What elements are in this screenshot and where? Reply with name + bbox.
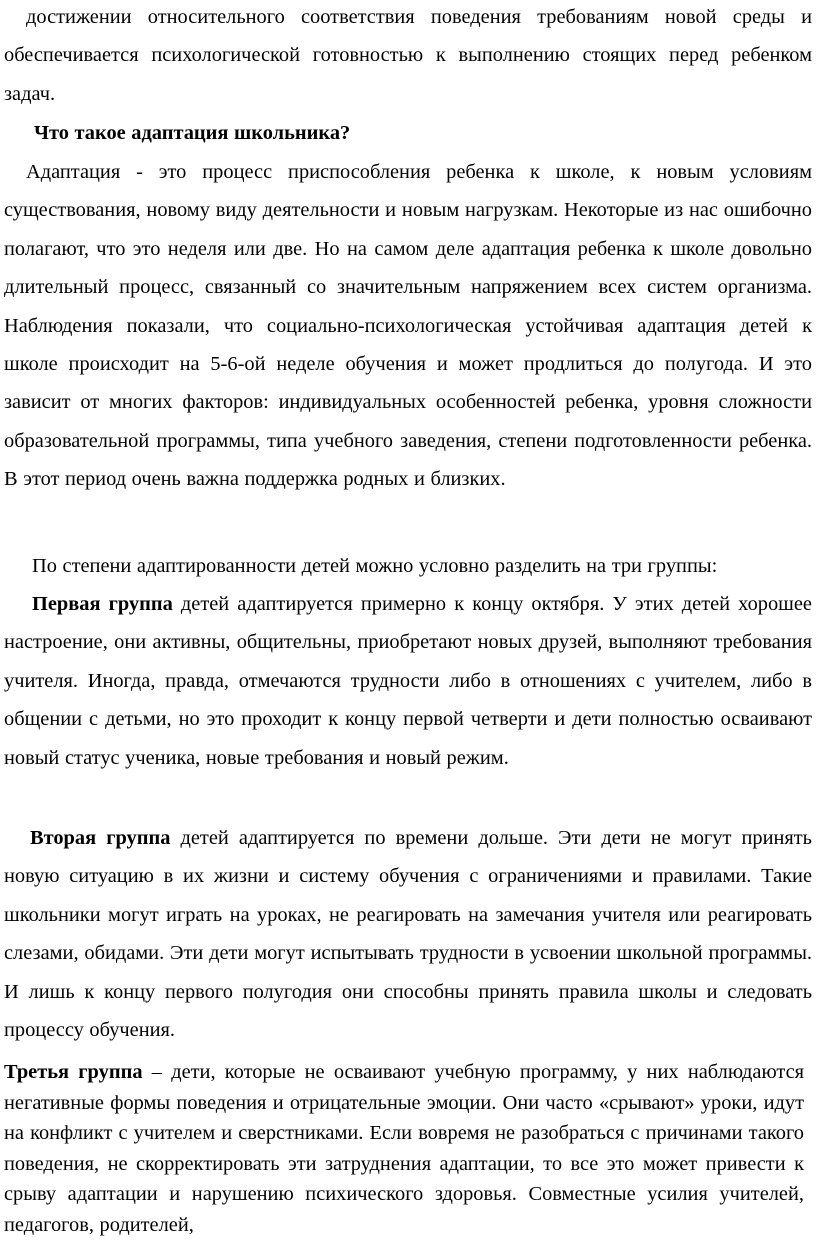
- group-two-label: Вторая группа: [30, 827, 171, 849]
- group-one-text: детей адаптируется примерно к концу октября. У этих детей хорошее настроение, они активны, общительны, приобретают новых друзей, выполняют требования учителя. Иногда, правда, отмечаются трудности либо в отношениях с учителем, либо в общении с детьми, но это проходит к концу первой четверти и дети полностью осваивают новый статус ученика, новые требования и новый режим.: [4, 593, 812, 769]
- paragraph-group-two: [4, 819, 812, 1049]
- group-two-text: детей адаптируется по времени дольше. Эти дети не могут принять новую ситуацию в их жизни и систему обучения с ограничениями и правилами. Такие школьники могут играть на уроках, не реагировать на замечания учителя или реагировать слезами, обидами. Эти дети могут испытывать трудности в усвоении школьной программы. И лишь к концу первого полугодия они способны принять правила школы и следовать процессу обучения.: [4, 827, 812, 1042]
- group-one-label: Первая группа: [32, 593, 173, 615]
- paragraph-group-one: [4, 585, 812, 777]
- group-three-text: – дети, которые не осваивают учебную программу, у них наблюдаются негативные формы поведения и отрицательные эмоции. Они часто «срывают» уроки, идут на конфликт с учителем и сверстниками. Если вовремя не разобраться с причинами такого поведения, не скорректировать эти затруднения адаптации, то все это может привести к срыву адаптации и нарушению психического здоровья. Совместные усилия учителей, педагогов, родителей,: [4, 1061, 804, 1236]
- heading-text: Что такое адаптация школьника?: [34, 122, 351, 144]
- paragraph-groups-intro: По степени адаптированности детей можно условно разделить на три группы:: [32, 555, 718, 577]
- section-heading: [4, 114, 812, 152]
- paragraph-group-three: [4, 1057, 804, 1240]
- paragraph-adaptation-definition: Адаптация - это процесс приспособления ребенка к школе, к новым условиям существования, новому виду деятельности и новым нагрузкам. Некоторые из нас ошибочно полагают, что это неделя или две. Но на самом деле адаптация ребенка к школе довольно длительный процесс, связанный со значительным напряжением всех систем организма. Наблюдения показали, что социально-психологическая устойчивая адаптация детей к школе происходит на 5-6-ой неделе обучения и может продлиться до полугода. И это зависит от многих факторов: индивидуальных особенностей ребенка, уровня сложности образовательной программы, типа учебного заведения, степени подготовленности ребенка. В этот период очень важна поддержка родных и близких.: [4, 161, 812, 491]
- group-three-label: Третья группа: [4, 1061, 143, 1083]
- paragraph-intro-continuation: достижении относительного соответствия поведения требованиям новой среды и обеспечивается психологической готовностью к выполнению стоящих перед ребенком задач.: [4, 6, 812, 105]
